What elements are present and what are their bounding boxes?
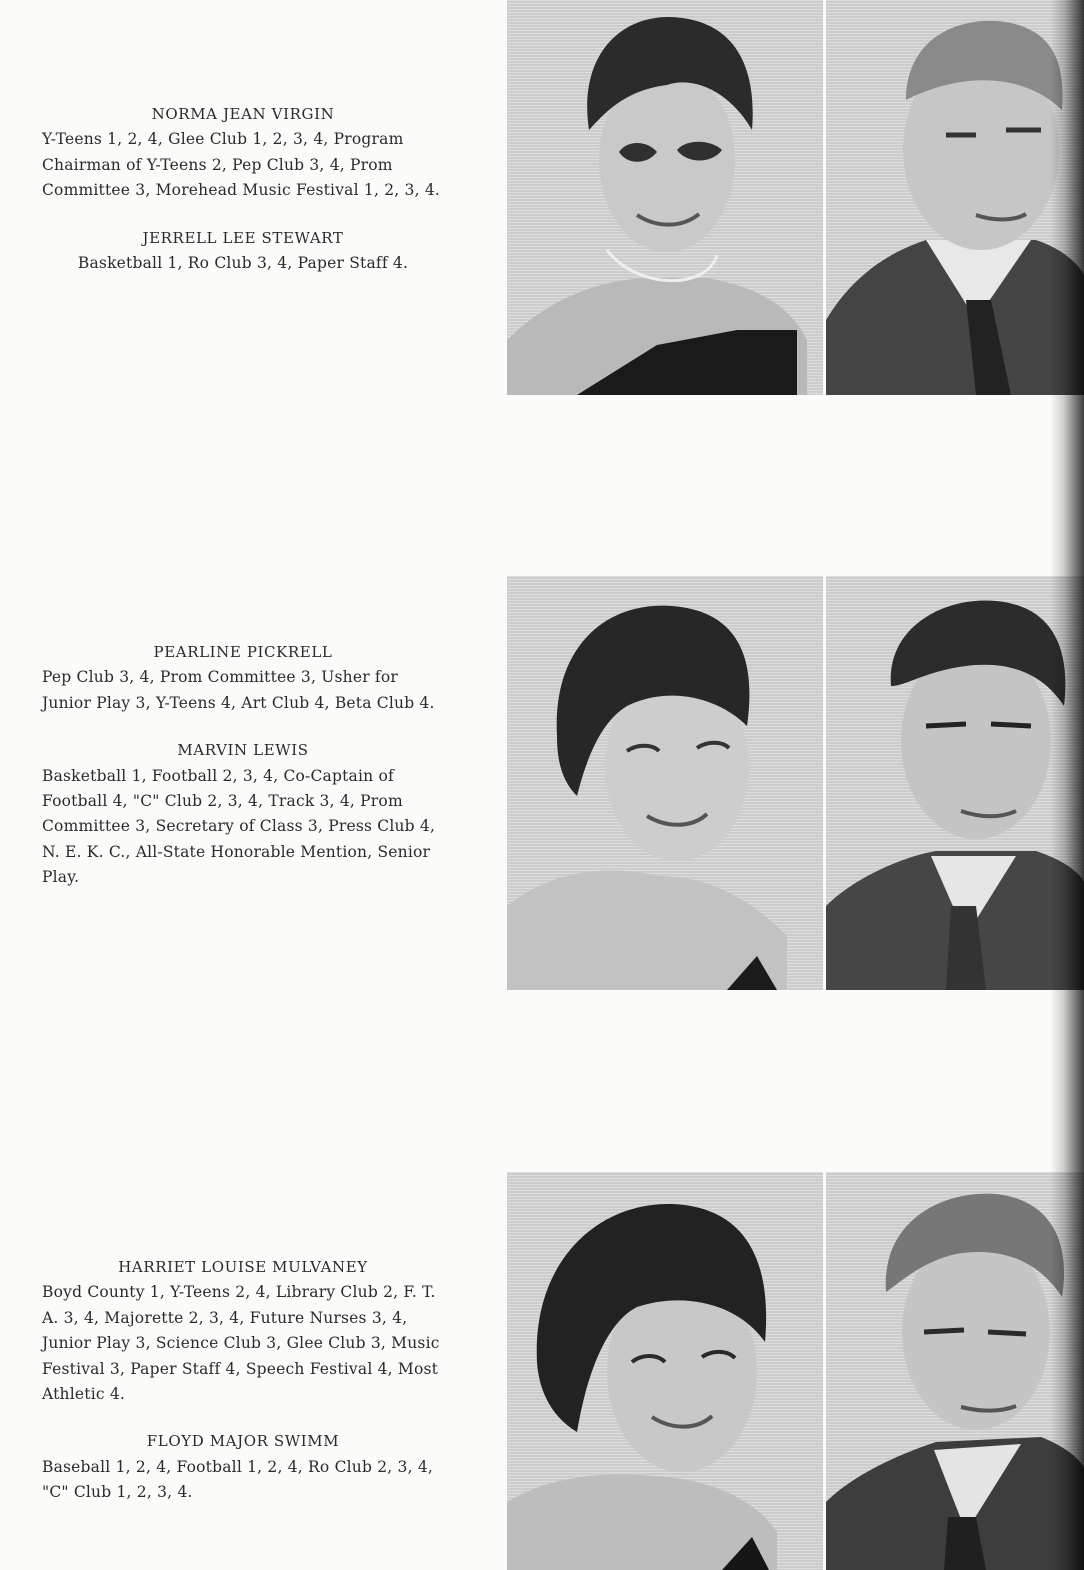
senior-activities: Baseball 1, 2, 4, Football 1, 2, 4, Ro Club 2, 3, 4, "C" Club 1, 2, 3, 4. [42,1457,434,1502]
senior-activities: Boyd County 1, Y-Teens 2, 4, Library Club 2, F. T. A. 3, 4, Majorette 2, 3, 4, Future Nurses 3, 4, Junior Play 3, Science Club 3, Glee Club 3, Music Festival 3, Paper Staff 4, Speech Festival 4, Most Athletic 4. [42,1283,440,1404]
senior-name: NORMA JEAN VIRGIN [151,105,335,123]
senior-name: FLOYD MAJOR SWIMM [146,1432,340,1451]
entry-1-text [42,102,444,298]
female-portrait [507,1172,823,1570]
page-binding-shadow [1050,0,1084,1570]
senior-activities: Basketball 1, Ro Club 3, 4, Paper Staff 4. [77,254,409,273]
senior-activities: Pep Club 3, 4, Prom Committee 3, Usher for Junior Play 3, Y-Teens 4, Art Club 4, Beta Club 4. [42,668,435,712]
senior-activities: Basketball 1, Football 2, 3, 4, Co-Captain of Football 4, "C" Club 2, 3, 4, Track 3, 4, Prom Committee 3, Secretary of Class 3, Press Club 4, N. E. K. C., All-State Honorable Mention, Senior Play. [42,766,436,887]
entry-2-text [42,640,444,913]
entry-3-text [42,1255,444,1528]
senior-activities: Y-Teens 1, 2, 4, Glee Club 1, 2, 3, 4, Program Chairman of Y-Teens 2, Pep Club 3, 4, Prom Committee 3, Morehead Music Festival 1, 2, 3, 4. [42,130,441,200]
senior-name: MARVIN LEWIS [177,741,309,760]
senior-name: PEARLINE PICKRELL [153,643,333,661]
female-portrait [507,0,823,395]
male-portrait [826,0,1084,395]
female-portrait [507,576,823,990]
male-portrait [826,576,1084,990]
male-portrait [826,1172,1084,1570]
senior-name: JERRELL LEE STEWART [142,228,344,247]
senior-name: HARRIET LOUISE MULVANEY [118,1258,368,1276]
